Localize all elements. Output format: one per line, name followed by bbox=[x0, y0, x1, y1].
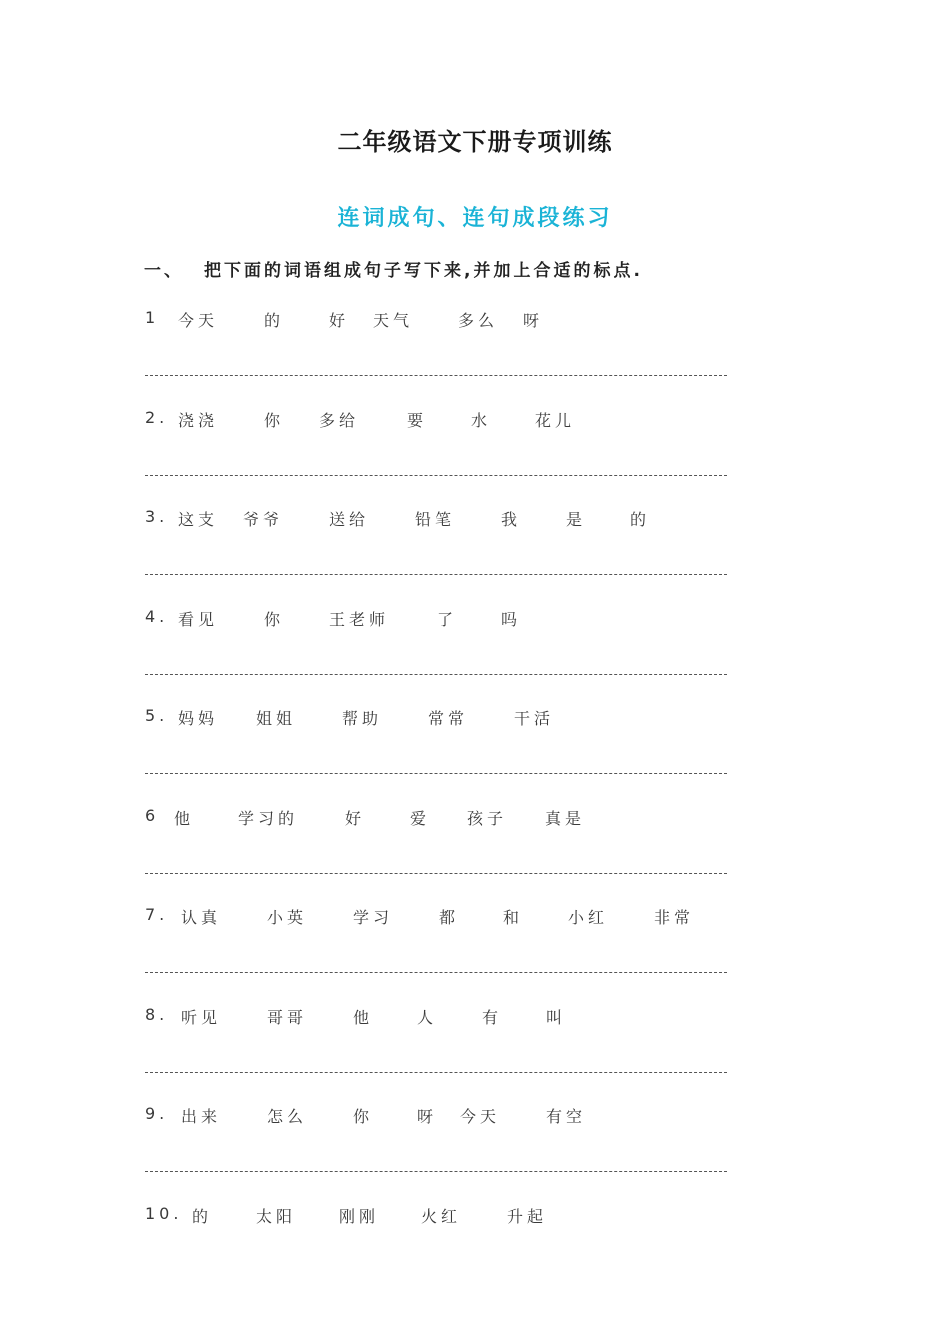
word-chip: 小红 bbox=[568, 908, 609, 927]
word-chip: 有空 bbox=[546, 1107, 587, 1126]
word-chip: 多么 bbox=[458, 311, 499, 330]
word-chip: 出来 bbox=[181, 1107, 222, 1126]
word-chip: 今天 bbox=[178, 311, 219, 330]
answer-line[interactable] bbox=[145, 574, 727, 575]
item-number: 2. bbox=[145, 408, 169, 427]
word-chip: 好 bbox=[345, 809, 366, 828]
exercise-item bbox=[145, 1204, 765, 1228]
item-number: 6 bbox=[145, 806, 160, 825]
answer-line[interactable] bbox=[145, 773, 727, 774]
word-chip: 有 bbox=[482, 1008, 503, 1027]
word-chip: 听见 bbox=[181, 1008, 222, 1027]
word-chip: 刚刚 bbox=[339, 1207, 380, 1226]
word-chip: 叫 bbox=[546, 1008, 567, 1027]
section-instruction bbox=[144, 256, 643, 281]
answer-line[interactable] bbox=[145, 1072, 727, 1073]
word-chip: 你 bbox=[264, 411, 285, 430]
item-number: 9. bbox=[145, 1104, 169, 1123]
exercise-item bbox=[145, 308, 765, 332]
exercise-item bbox=[145, 408, 765, 432]
word-chip: 天气 bbox=[373, 311, 414, 330]
answer-line[interactable] bbox=[145, 873, 727, 874]
answer-line[interactable] bbox=[145, 1171, 727, 1172]
word-chip: 非常 bbox=[654, 908, 695, 927]
word-chip: 的 bbox=[264, 311, 285, 330]
word-chip: 我 bbox=[501, 510, 522, 529]
word-chip: 真是 bbox=[545, 809, 586, 828]
word-chip: 好 bbox=[329, 311, 350, 330]
exercise-item bbox=[145, 1104, 765, 1128]
answer-line[interactable] bbox=[145, 475, 727, 476]
word-chip: 认真 bbox=[181, 908, 222, 927]
word-chip: 看见 bbox=[178, 610, 219, 629]
word-chip: 小英 bbox=[267, 908, 308, 927]
page-title: 二年级语文下册专项训练 bbox=[337, 128, 613, 156]
word-chip: 送给 bbox=[329, 510, 370, 529]
word-chip: 了 bbox=[437, 610, 458, 629]
word-chip: 人 bbox=[417, 1008, 438, 1027]
exercise-item bbox=[145, 1005, 765, 1029]
item-number: 1 bbox=[145, 308, 160, 327]
word-chip: 这支 bbox=[178, 510, 219, 529]
item-number: 5. bbox=[145, 706, 169, 725]
word-chip: 哥哥 bbox=[267, 1008, 308, 1027]
word-chip: 的 bbox=[630, 510, 651, 529]
item-number: 8. bbox=[145, 1005, 169, 1024]
word-chip: 呀 bbox=[523, 311, 544, 330]
word-chip: 姐姐 bbox=[256, 709, 297, 728]
word-chip: 爱 bbox=[410, 809, 431, 828]
word-chip: 爷爷 bbox=[243, 510, 284, 529]
item-number: 4. bbox=[145, 607, 169, 626]
exercise-subtitle: 连词成句、连句成段练习 bbox=[337, 206, 613, 231]
word-chip: 呀 bbox=[417, 1107, 438, 1126]
word-chip: 多给 bbox=[319, 411, 360, 430]
exercise-item bbox=[145, 806, 765, 830]
word-chip: 孩子 bbox=[467, 809, 508, 828]
word-chip: 都 bbox=[439, 908, 460, 927]
answer-line[interactable] bbox=[145, 375, 727, 376]
word-chip: 怎么 bbox=[267, 1107, 308, 1126]
word-chip: 妈妈 bbox=[178, 709, 219, 728]
exercise-item bbox=[145, 507, 765, 531]
item-number: 10. bbox=[145, 1204, 183, 1223]
word-chip: 学习 bbox=[353, 908, 394, 927]
word-chip: 升起 bbox=[507, 1207, 548, 1226]
word-chip: 他 bbox=[353, 1008, 374, 1027]
word-chip: 吗 bbox=[501, 610, 522, 629]
word-chip: 今天 bbox=[460, 1107, 501, 1126]
answer-line[interactable] bbox=[145, 972, 727, 973]
word-chip: 水 bbox=[471, 411, 492, 430]
item-number: 7. bbox=[145, 905, 169, 924]
exercise-item bbox=[145, 706, 765, 730]
word-chip: 浇浇 bbox=[178, 411, 219, 430]
word-chip: 铅笔 bbox=[415, 510, 456, 529]
section-number: 一、 bbox=[144, 261, 184, 281]
word-chip: 你 bbox=[353, 1107, 374, 1126]
word-chip: 要 bbox=[407, 411, 428, 430]
instruction-text: 把下面的词语组成句子写下来,并加上合适的标点. bbox=[204, 261, 643, 281]
word-chip: 常常 bbox=[428, 709, 469, 728]
exercise-item bbox=[145, 905, 765, 929]
word-chip: 王老师 bbox=[329, 610, 390, 629]
item-number: 3. bbox=[145, 507, 169, 526]
word-chip: 干活 bbox=[514, 709, 555, 728]
word-chip: 你 bbox=[264, 610, 285, 629]
word-chip: 他 bbox=[174, 809, 195, 828]
word-chip: 的 bbox=[192, 1207, 213, 1226]
word-chip: 花儿 bbox=[535, 411, 576, 430]
word-chip: 学习的 bbox=[238, 809, 299, 828]
word-chip: 是 bbox=[566, 510, 587, 529]
exercise-item bbox=[145, 607, 765, 631]
word-chip: 火红 bbox=[421, 1207, 462, 1226]
word-chip: 帮助 bbox=[342, 709, 383, 728]
word-chip: 太阳 bbox=[256, 1207, 297, 1226]
word-chip: 和 bbox=[503, 908, 524, 927]
answer-line[interactable] bbox=[145, 674, 727, 675]
